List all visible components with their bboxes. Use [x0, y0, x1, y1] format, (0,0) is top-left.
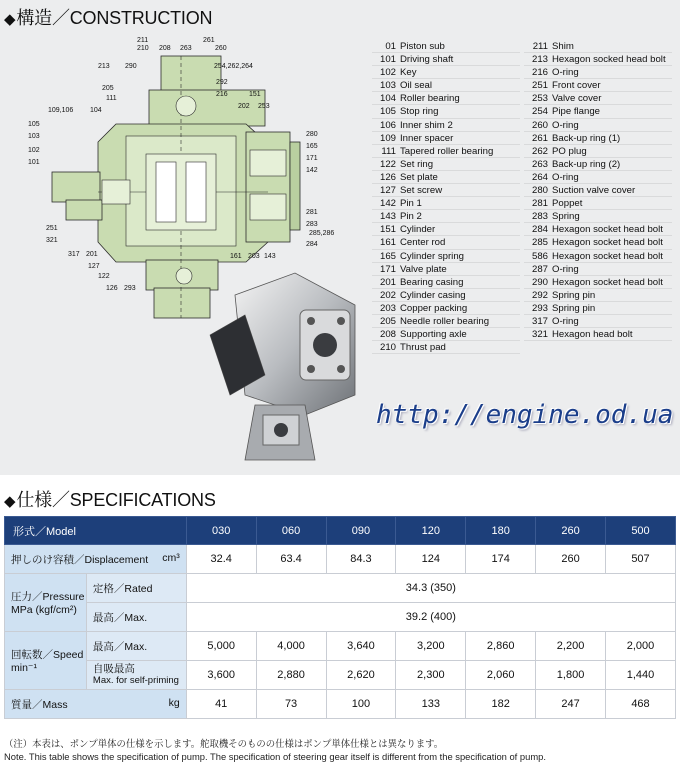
construction-heading	[4, 4, 212, 30]
part-row	[372, 302, 520, 315]
pressure-max-row	[5, 603, 676, 632]
self-priming-label-jp: 自吸最高	[92, 663, 135, 675]
part-row	[524, 289, 672, 302]
part-row	[524, 158, 672, 171]
part-number: 126	[379, 171, 396, 183]
part-number: 317	[531, 315, 548, 327]
model-cell: 260	[536, 517, 606, 545]
part-name: O-ring	[552, 67, 579, 79]
diagram-label: 211	[137, 37, 149, 44]
part-number: 280	[531, 185, 548, 197]
part-row	[524, 105, 672, 118]
part-row	[524, 79, 672, 92]
part-row	[524, 315, 672, 328]
part-name: Stop ring	[400, 106, 439, 118]
construction-heading-text: 構造／CONSTRUCTION	[16, 8, 213, 28]
diagram-label: 103	[28, 133, 40, 140]
part-number: 143	[379, 211, 396, 223]
diagram-label: 263	[180, 45, 192, 52]
speed-label-line1: 回転数／Speed	[11, 649, 84, 661]
mass-unit: kg	[168, 696, 180, 709]
part-row	[372, 223, 520, 236]
part-number: 105	[379, 106, 396, 118]
part-row	[524, 53, 672, 66]
self-priming-label-en: Max. for self-priming	[92, 675, 179, 686]
displacement-row	[5, 545, 676, 574]
part-name: Pipe flange	[552, 106, 601, 118]
note-english: Note. This table shows the specification of pump. The specification of steering gear itself is different from the specification of pump.	[4, 751, 546, 762]
part-name: Set screw	[400, 185, 443, 197]
part-name: Cylinder casing	[400, 289, 466, 301]
part-name: Poppet	[552, 198, 583, 210]
part-name: Valve cover	[552, 93, 602, 105]
part-row	[372, 105, 520, 118]
part-name: Pin 1	[400, 198, 422, 210]
part-row	[372, 315, 520, 328]
specifications-table	[4, 516, 676, 719]
part-number: 281	[531, 198, 548, 210]
part-row	[524, 328, 672, 341]
part-row	[524, 171, 672, 184]
self-priming-cell: 2,060	[466, 661, 536, 690]
part-row	[524, 197, 672, 210]
part-number: 109	[379, 132, 396, 144]
part-name: Cylinder	[400, 224, 436, 236]
self-priming-cell: 2,300	[396, 661, 466, 690]
part-number: 205	[379, 315, 396, 327]
diagram-label: 102	[28, 147, 40, 154]
part-name: Oil seal	[400, 80, 432, 92]
part-row	[524, 40, 672, 53]
part-number: 254	[531, 106, 548, 118]
part-name: Key	[400, 67, 417, 79]
mass-cell: 182	[466, 690, 536, 719]
part-row	[372, 250, 520, 263]
part-name: Hexagon socket head bolt	[552, 237, 663, 249]
part-name: Pin 2	[400, 211, 422, 223]
part-number: 103	[379, 80, 396, 92]
diagram-label: 101	[28, 159, 40, 166]
rated-pressure-value: 34.3 (350)	[186, 574, 675, 603]
part-number: 111	[381, 145, 396, 157]
model-row	[5, 517, 676, 545]
part-name: Piston sub	[400, 41, 445, 52]
self-priming-cell: 1,800	[536, 661, 606, 690]
part-row	[372, 197, 520, 210]
diagram-label: 251	[46, 225, 58, 232]
diagram-label: 280	[306, 131, 318, 138]
model-cell: 180	[466, 517, 536, 545]
part-name: Tapered roller bearing	[400, 145, 494, 157]
part-name: Needle roller bearing	[400, 315, 490, 327]
speed-max-label: 最高／Max.	[86, 632, 186, 661]
part-name: Cylinder spring	[400, 250, 464, 262]
mass-cell: 100	[326, 690, 396, 719]
self-priming-cell: 1,440	[606, 661, 676, 690]
part-row	[524, 276, 672, 289]
part-row	[372, 341, 520, 354]
part-name: Hexagon head bolt	[552, 329, 633, 341]
part-name: Back-up ring (2)	[552, 158, 621, 170]
part-number: 262	[531, 145, 548, 157]
part-row	[524, 302, 672, 315]
part-name: Copper packing	[400, 302, 468, 314]
part-number: 285	[531, 237, 548, 249]
part-name: Shim	[552, 41, 574, 52]
diagram-label: 111	[106, 95, 117, 102]
part-name: Bearing casing	[400, 276, 464, 288]
model-cell: 060	[256, 517, 326, 545]
diagram-label: 142	[306, 167, 318, 174]
max-pressure-value: 39.2 (400)	[186, 603, 675, 632]
part-number: 104	[379, 93, 396, 105]
diagram-label: 281	[306, 209, 318, 216]
part-row	[372, 119, 520, 132]
displacement-label-text: 押しのけ容積／Displacement	[11, 553, 149, 566]
part-name: Hexagon socket head bolt	[552, 224, 663, 236]
diagram-label: 208	[159, 45, 171, 52]
speed-max-cell: 3,640	[326, 632, 396, 661]
part-row	[524, 132, 672, 145]
diagram-label: 321	[46, 237, 58, 244]
diagram-label: 293	[124, 285, 136, 292]
part-row	[524, 263, 672, 276]
part-number: 260	[531, 119, 548, 131]
displacement-cell: 124	[396, 545, 466, 574]
mass-cell: 41	[186, 690, 256, 719]
self-priming-row	[5, 661, 676, 690]
speed-label	[5, 632, 87, 690]
self-priming-cell: 3,600	[186, 661, 256, 690]
diagram-label: 213	[98, 63, 110, 70]
part-number: 203	[379, 302, 396, 314]
model-cell: 500	[606, 517, 676, 545]
speed-max-cell: 5,000	[186, 632, 256, 661]
mass-cell: 247	[536, 690, 606, 719]
diagram-label: 201	[86, 251, 98, 258]
speed-max-cell: 2,200	[536, 632, 606, 661]
parts-column-left	[372, 40, 520, 354]
part-name: Hexagon socket head bolt	[552, 276, 663, 288]
diagram-label: 143	[264, 253, 276, 260]
part-row	[524, 250, 672, 263]
diagram-label: 283	[306, 221, 318, 228]
pressure-label-line2: MPa (kgf/cm²)	[11, 604, 77, 616]
diagram-label: 317	[68, 251, 80, 258]
diamond-icon: ◆	[4, 11, 16, 28]
part-number: 283	[531, 211, 548, 223]
part-number: 293	[531, 302, 548, 314]
pump-photo	[205, 265, 365, 465]
part-row	[372, 92, 520, 105]
part-name: PO plug	[552, 145, 587, 157]
part-name: O-ring	[552, 263, 579, 275]
diagram-label: 104	[90, 107, 102, 114]
part-row	[372, 132, 520, 145]
diagram-label: 216	[216, 91, 228, 98]
part-row	[524, 92, 672, 105]
model-cell: 090	[326, 517, 396, 545]
part-number: 263	[531, 158, 548, 170]
diagram-label: 161	[230, 253, 242, 260]
diagram-label: 210	[137, 45, 149, 52]
displacement-cell: 63.4	[256, 545, 326, 574]
part-name: Hexagon socked head bolt	[552, 54, 666, 66]
displacement-cell: 32.4	[186, 545, 256, 574]
speed-max-row	[5, 632, 676, 661]
self-priming-label	[86, 661, 186, 690]
part-name: Thrust pad	[400, 342, 446, 354]
part-number: 122	[379, 158, 396, 170]
diagram-label: 253	[258, 103, 270, 110]
part-row	[372, 184, 520, 197]
part-row	[372, 53, 520, 66]
diagram-label: 260	[215, 45, 227, 52]
part-number: 202	[379, 289, 396, 301]
part-name: Supporting axle	[400, 329, 467, 341]
pressure-label-line1: 圧力／Pressure	[11, 591, 85, 603]
part-name: Front cover	[552, 80, 601, 92]
part-name: Roller bearing	[400, 93, 460, 105]
part-name: Set plate	[400, 171, 438, 183]
diagram-label: 105	[28, 121, 40, 128]
part-row	[372, 158, 520, 171]
part-name: Center rod	[400, 237, 446, 249]
diagram-label: 109,106	[48, 107, 74, 114]
part-row	[524, 184, 672, 197]
part-number: 171	[379, 263, 396, 275]
part-row	[372, 289, 520, 302]
part-number: 161	[379, 237, 396, 249]
model-label: 形式／Model	[5, 517, 187, 545]
part-number: 290	[531, 276, 548, 288]
part-row	[372, 263, 520, 276]
model-cell: 030	[186, 517, 256, 545]
part-name: Hexagon socket head bolt	[552, 250, 663, 262]
part-number: 586	[531, 250, 548, 262]
diagram-label: 202	[238, 103, 250, 110]
part-row	[524, 66, 672, 79]
part-number: 165	[379, 250, 396, 262]
part-row	[372, 276, 520, 289]
part-name: O-ring	[552, 119, 579, 131]
diamond-icon: ◆	[4, 493, 16, 510]
part-row	[524, 236, 672, 249]
mass-cell: 133	[396, 690, 466, 719]
part-number: 261	[531, 132, 548, 144]
mass-label-text: 質量／Mass	[11, 698, 68, 711]
part-number: 127	[379, 185, 396, 197]
rated-label: 定格／Rated	[86, 574, 186, 603]
watermark-url: http://engine.od.ua	[376, 400, 674, 430]
part-name: Back-up ring (1)	[552, 132, 621, 144]
diagram-label: 203	[248, 253, 260, 260]
mass-cell: 468	[606, 690, 676, 719]
part-number: 211	[532, 41, 548, 52]
diagram-label: 165	[306, 143, 318, 150]
part-name: Valve plate	[400, 263, 447, 275]
part-name: O-ring	[552, 315, 579, 327]
part-row	[372, 145, 520, 158]
part-row	[372, 236, 520, 249]
part-row	[524, 223, 672, 236]
displacement-cell: 260	[536, 545, 606, 574]
part-name: Inner spacer	[400, 132, 454, 144]
part-row	[524, 145, 672, 158]
part-name: Suction valve cover	[552, 185, 636, 197]
diagram-label: 127	[88, 263, 100, 270]
specifications-heading	[4, 486, 216, 512]
diagram-label: 261	[203, 37, 215, 44]
model-cell: 120	[396, 517, 466, 545]
part-row	[372, 66, 520, 79]
diagram-label: 292	[216, 79, 228, 86]
diagram-label: 122	[98, 273, 110, 280]
part-number: 151	[379, 224, 396, 236]
mass-label	[5, 690, 187, 719]
part-row	[372, 79, 520, 92]
pressure-rated-row	[5, 574, 676, 603]
part-name: Driving shaft	[400, 54, 454, 66]
diagram-label: 171	[306, 155, 318, 162]
part-name: Spring	[552, 211, 580, 223]
part-number: 142	[379, 198, 396, 210]
part-number: 101	[379, 54, 396, 66]
part-number: 01	[385, 41, 396, 52]
part-name: Inner shim 2	[400, 119, 453, 131]
part-number: 264	[531, 171, 548, 183]
part-name: Spring pin	[552, 302, 596, 314]
part-name: O-ring	[552, 171, 579, 183]
speed-max-cell: 2,000	[606, 632, 676, 661]
part-number: 292	[531, 289, 548, 301]
part-number: 208	[379, 329, 396, 341]
max-pressure-label: 最高／Max.	[86, 603, 186, 632]
note-japanese: （注）本表は、ポンプ単体の仕様を示します。舵取機そのものの仕様はポンプ単体仕様とは異なります。	[4, 738, 444, 749]
speed-max-cell: 3,200	[396, 632, 466, 661]
diagram-label: 290	[125, 63, 137, 70]
mass-row	[5, 690, 676, 719]
parts-column-right	[524, 40, 672, 341]
diagram-label: 284	[306, 241, 318, 248]
displacement-unit: cm³	[162, 551, 180, 564]
speed-max-cell: 2,860	[466, 632, 536, 661]
speed-label-line2: min⁻¹	[11, 662, 37, 674]
part-number: 321	[531, 329, 548, 341]
diagram-label: 254,262,264	[214, 63, 253, 70]
part-row	[524, 210, 672, 223]
part-number: 287	[531, 263, 548, 275]
part-row	[372, 328, 520, 341]
self-priming-cell: 2,880	[256, 661, 326, 690]
pressure-label	[5, 574, 87, 632]
part-row	[372, 40, 520, 53]
displacement-label	[5, 545, 187, 574]
part-number: 216	[531, 67, 548, 79]
displacement-cell: 507	[606, 545, 676, 574]
diagram-label: 151	[249, 91, 261, 98]
part-row	[524, 119, 672, 132]
speed-max-cell: 4,000	[256, 632, 326, 661]
displacement-cell: 84.3	[326, 545, 396, 574]
diagram-label: 126	[106, 285, 118, 292]
diagram-label: 285,286	[309, 230, 335, 237]
specifications-heading-text: 仕様／SPECIFICATIONS	[16, 490, 216, 510]
part-name: Set ring	[400, 158, 434, 170]
mass-cell: 73	[256, 690, 326, 719]
part-number: 253	[531, 93, 548, 105]
diagram-label: 205	[102, 85, 114, 92]
part-name: Spring pin	[552, 289, 596, 301]
self-priming-cell: 2,620	[326, 661, 396, 690]
part-number: 201	[379, 276, 396, 288]
part-number: 102	[379, 67, 396, 79]
part-number: 106	[379, 119, 396, 131]
part-number: 213	[531, 54, 548, 66]
displacement-cell: 174	[466, 545, 536, 574]
part-number: 284	[531, 224, 548, 236]
part-number: 251	[531, 80, 548, 92]
part-number: 210	[379, 342, 396, 354]
part-row	[372, 171, 520, 184]
part-row	[372, 210, 520, 223]
